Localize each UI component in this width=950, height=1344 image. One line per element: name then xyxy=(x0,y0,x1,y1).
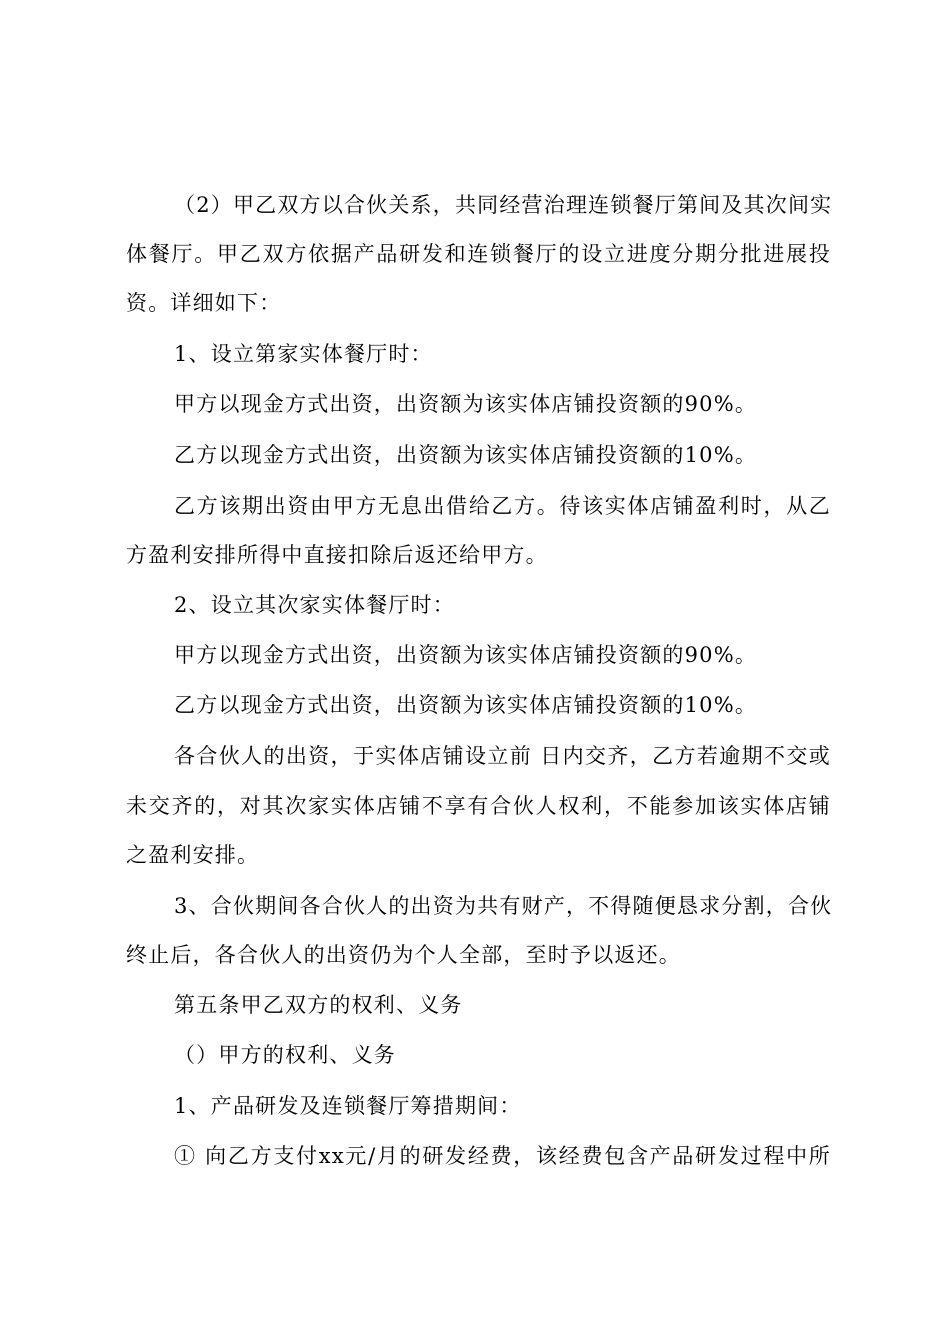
paragraph-line: ① 向乙方支付xx元/月的研发经费，该经费包含产品研发过程中所 xyxy=(174,1144,831,1168)
paragraph-line: 未交齐的，对其次家实体店铺不享有合伙人权利，不能参加该实体店铺 xyxy=(126,794,831,818)
paragraph-line: 3、合伙期间各合伙人的出资为共有财产，不得随便恳求分割，合伙 xyxy=(174,894,833,918)
paragraph-line: 之盈利安排。 xyxy=(126,843,260,867)
section-heading: 第五条甲乙双方的权利、义务 xyxy=(174,993,463,1017)
paragraph-line: 体餐厅。甲乙双方依据产品研发和连锁餐厅的设立进度分期分批进展投 xyxy=(126,242,831,266)
paragraph-line: 1、产品研发及连锁餐厅筹措期间： xyxy=(174,1094,522,1118)
paragraph-line: 甲方以现金方式出资，出资额为该实体店铺投资额的90%。 xyxy=(174,392,758,416)
paragraph-line: 1、设立第家实体餐厅时： xyxy=(174,342,433,366)
paragraph-line: 2、设立其次家实体餐厅时： xyxy=(174,593,455,617)
paragraph-line: 方盈利安排所得中直接扣除后返还给甲方。 xyxy=(126,543,548,567)
paragraph-line: 各合伙人的出资，于实体店铺设立前 日内交齐，乙方若逾期不交或 xyxy=(174,744,831,768)
subsection-heading: （）甲方的权利、义务 xyxy=(174,1043,396,1067)
paragraph-line: 甲方以现金方式出资，出资额为该实体店铺投资额的90%。 xyxy=(174,643,758,667)
paragraph-line: 乙方该期出资由甲方无息出借给乙方。待该实体店铺盈利时，从乙 xyxy=(174,494,831,518)
paragraph-line: （2）甲乙双方以合伙关系，共同经营治理连锁餐厅第间及其次间实 xyxy=(174,193,833,217)
paragraph-line: 乙方以现金方式出资，出资额为该实体店铺投资额的10%。 xyxy=(174,443,758,467)
paragraph-line: 乙方以现金方式出资，出资额为该实体店铺投资额的10%。 xyxy=(174,693,758,717)
paragraph-line: 资。详细如下： xyxy=(126,291,282,315)
paragraph-line: 终止后，各合伙人的出资仍为个人全部，至时予以返还。 xyxy=(126,943,681,967)
